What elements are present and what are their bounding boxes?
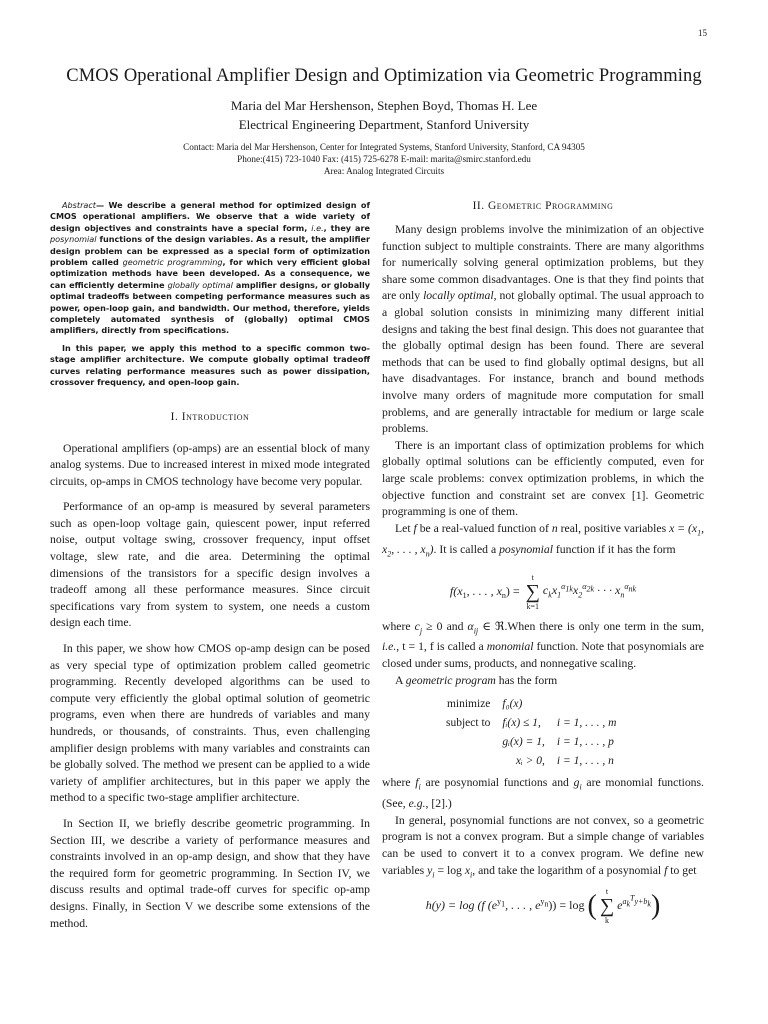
gp-paragraph-4 bbox=[382, 619, 704, 673]
abstract-ie: i.e. bbox=[311, 222, 324, 233]
text: ≥ 0 and bbox=[422, 619, 468, 633]
var-x-def: $x = (x_1$, $x_2$, . . . , $x_n$) bbox=[382, 521, 705, 558]
posynomial-equation: $f(x_1$, . . . , $x_n$) = t ∑ k=1 $c_kx_1^{\alpha_{1k}}x_2^{\alpha_{2k}}$ · · · $x_n^{\alpha_{nk}}$ bbox=[449, 572, 637, 611]
abstract-text: , they are bbox=[323, 222, 370, 233]
abstract-posynomial: posynomial bbox=[50, 234, 97, 245]
posynomial-term: posynomial bbox=[499, 542, 553, 556]
contact-area-line: Area: Analog Integrated Circuits bbox=[323, 166, 445, 176]
authors: Maria del Mar Hershenson, Stephen Boyd, Thomas H. Lee bbox=[230, 98, 538, 113]
eq2-log: )) = log bbox=[548, 898, 585, 913]
geometric-program-form bbox=[440, 695, 704, 771]
abstract-text: functions of the design variables. As a result, the amplifier design problem can be expressed as a special form of optimization problem called bbox=[50, 234, 370, 268]
var-f2: f bbox=[664, 863, 668, 877]
var-fi: $f_i$ bbox=[415, 776, 421, 792]
text: are posynomial functions and bbox=[420, 776, 574, 790]
eq-lhs: f(x bbox=[449, 583, 463, 598]
text: , and take the logarithm of a posynomial bbox=[472, 863, 665, 877]
abstract-text: amplifier designs, or globally optimal tradeoffs between competing performance measures such as power, open-loop gain, and bandwidth. Our method, therefore, yields completely automated synthesis of (globally) optimal CMOS amplifiers, directly from specifications. bbox=[50, 279, 371, 336]
abstract-paragraph-1 bbox=[50, 200, 370, 337]
text: where bbox=[382, 619, 415, 633]
gp-objective: f₀(x) bbox=[502, 698, 523, 711]
section-title: Geometric Programming bbox=[488, 200, 614, 212]
text: where bbox=[382, 776, 416, 790]
log-equation: h(y) = log (f ($e^{y_1}$, . . . , $e^{y_n})) = \log$ ( t ∑ k $e^{a_k^Ty+b_k}$) bbox=[425, 887, 661, 926]
sum-symbol-2: t ∑ k bbox=[599, 887, 615, 926]
gp-paragraph-6 bbox=[382, 775, 704, 813]
gp-constraint-2: gᵢ(x) = 1, bbox=[502, 736, 545, 749]
section-heading-geometric-programming bbox=[382, 200, 704, 212]
department: Electrical Engineering Department, Stanford University bbox=[238, 117, 530, 132]
right-column bbox=[382, 200, 704, 933]
eq-eq: ) = bbox=[505, 583, 523, 598]
intro-paragraph-4: In Section II, we briefly describe geometric programming. In Section III, we describe a variety of performance measures and constraints involved in an op-amp design, and show that they have the required form for geometric programming. In Section IV, we discuss results and optimal trade-off curves for specific op-amp designs. Finally, in Section V we describe some extensions of the method. bbox=[50, 816, 370, 930]
text: , not globally optimal. The usual approach to a global solution consists in minimizing many different initial designs and taking the best final design. This does not guarantee that the globally optimal design has been found. There are several methods that can be used to find globally optimal designs, but all have disadvantages. For instance, branch and bound methods involve many orders of magnitude more computation for small problems, and are generally intractable for medium or large scale problems. bbox=[382, 289, 704, 436]
text: real, positive variables bbox=[557, 521, 670, 535]
gp-paragraph-3 bbox=[382, 521, 704, 563]
gp-paragraph-7 bbox=[382, 813, 704, 884]
monomial-term: monomial bbox=[486, 640, 534, 654]
abstract-lead: Abstract bbox=[62, 200, 96, 210]
text: , [2].) bbox=[425, 797, 452, 811]
text: function. Note that posynomials are closed under sums, products, and nonnegative scaling. bbox=[382, 640, 704, 671]
abstract-globally: globally optimal bbox=[167, 279, 233, 290]
text: are monomial functions. (See, bbox=[382, 776, 704, 811]
gp-paragraph-1 bbox=[382, 222, 704, 438]
abstract-text: , for which very efficient global optimization methods have been developed. As a consequence, we can efficiently determine bbox=[50, 257, 370, 290]
geometric-program-term: geometric program bbox=[405, 673, 496, 687]
gp-minimize: minimize bbox=[446, 698, 491, 711]
intro-paragraph-2: Performance of an op-amp is measured by several parameters such as open-loop voltage gain, quiescent power, input referred noise, output voltage swing, crossover frequency, input offset voltage, slew rate, and die area. Determining the optimal dimensions of the transistors for a specific design involves a tradeoff among all these performance measures. Since circuit specifications vary from system to system, one needs a custom design each time. bbox=[50, 500, 370, 630]
text: has the form bbox=[495, 673, 558, 687]
paper-title: CMOS Operational Amplifier Design and Optimization via Geometric Programming bbox=[66, 66, 702, 86]
var-gi: $g_i$ bbox=[573, 776, 582, 792]
abstract-gp: geometric programming bbox=[122, 257, 223, 268]
var-alpha: $\alpha_{ij}$ bbox=[467, 619, 479, 635]
eq2-dots: , . . . , e bbox=[505, 898, 541, 913]
text: Many design problems involve the minimization of an objective function subject to multiple constraints. There are many algorithms for numerically solving general optimization problems, but they share some common disadvantages. One is that they find points that are only bbox=[382, 223, 704, 303]
text: , t = 1, f is called a bbox=[396, 640, 487, 654]
text: be a real-valued function of bbox=[416, 521, 552, 535]
gp-constraint-1: fᵢ(x) ≤ 1, bbox=[502, 717, 541, 730]
var-cj: $c_j$ bbox=[414, 619, 423, 635]
section-number: I. bbox=[170, 410, 179, 423]
text: to get bbox=[667, 863, 697, 877]
var-yi: $y_i$ bbox=[427, 863, 435, 879]
gp-constraint-2-range: i = 1, . . . , p bbox=[556, 736, 614, 749]
text: function if it has the form bbox=[552, 542, 676, 556]
section-title: Introduction bbox=[181, 410, 250, 423]
locally-optimal: locally optimal bbox=[423, 289, 494, 303]
eq2-lhs: h(y) = log (f (e bbox=[425, 898, 498, 913]
contact-block bbox=[0, 141, 768, 177]
contact-phone-line: Phone:(415) 723-1040 Fax: (415) 725-6278 E-mail: marita@smirc.stanford.edu bbox=[237, 154, 531, 164]
section-number: II. bbox=[472, 200, 485, 212]
text: = log bbox=[434, 863, 465, 877]
intro-paragraph-3: In this paper, we show how CMOS op-amp design can be posed as very special type of optimization problem called geometric programming. Recently developed algorithms can be used to compute very efficiently the global optimal solution of geometric programs, even when there are hundreds of variables and many hundreds, or thousands, of constraints. Thus, even challenging amplifier design problems with many variables and constraints can be globally solved. The method we present can be applied to a wide variety of amplifier architectures, but in this paper we apply the method to a specific two-stage amplifier architecture. bbox=[50, 642, 370, 805]
section-heading-introduction bbox=[50, 411, 370, 423]
gp-constraint-3-range: i = 1, . . . , n bbox=[556, 755, 614, 768]
var-n: n bbox=[551, 521, 558, 535]
text: . It is called a bbox=[433, 542, 500, 556]
eq-dots: , . . . , x bbox=[466, 583, 502, 598]
ie: i.e. bbox=[382, 640, 397, 654]
gp-paragraph-5 bbox=[382, 673, 704, 690]
contact-line: Contact: Maria del Mar Hershenson, Center for Integrated Systems, Stanford University, Stanford, CA 94305 bbox=[183, 142, 585, 152]
gp-subject-to: subject to bbox=[446, 717, 491, 730]
gp-constraint-1-range: i = 1, . . . , m bbox=[556, 717, 617, 730]
text: In general, posynomial functions are not convex, so a geometric program is not a convex program. But a simple change of variables can be used to convert it to a convex program. We define new variables bbox=[382, 813, 704, 877]
text: Let bbox=[395, 521, 414, 535]
abstract-paragraph-2: In this paper, we apply this method to a specific common two-stage amplifier architecture. We compute globally optimal tradeoff curves relating performance measures such as power dissipation, crossover frequency, and open-loop gain. bbox=[50, 342, 370, 388]
sum-symbol: t ∑ k=1 bbox=[525, 572, 540, 611]
intro-paragraph-1: Operational amplifiers (op-amps) are an essential block of many analog systems. Due to increased interest in mixed mode integrated circuits, op-amps in CMOS technology have become very popular. bbox=[50, 441, 370, 488]
left-column bbox=[50, 200, 370, 941]
gp-paragraph-2: There is an important class of optimization problems for which globally optimal solutions can be efficiently computed, even for large scale problems: convex optimization problems, in which the objective function and constraint set are convex [1]. Geometric programming is one of them. bbox=[382, 438, 704, 519]
text: A bbox=[395, 673, 406, 687]
gp-constraint-3: xᵢ > 0, bbox=[515, 755, 545, 768]
page-number: 15 bbox=[698, 28, 707, 38]
var-xi: $x_i$ bbox=[464, 863, 473, 879]
var-f: f bbox=[413, 521, 417, 535]
text: ∈ ℜ.When there is only one term in the sum, bbox=[478, 619, 704, 633]
abstract-text: — We describe a general method for optimized design of CMOS operational amplifiers. We observe that a wide variety of design objectives and constraints have a special form, bbox=[50, 200, 370, 233]
eg: e.g. bbox=[408, 797, 426, 811]
